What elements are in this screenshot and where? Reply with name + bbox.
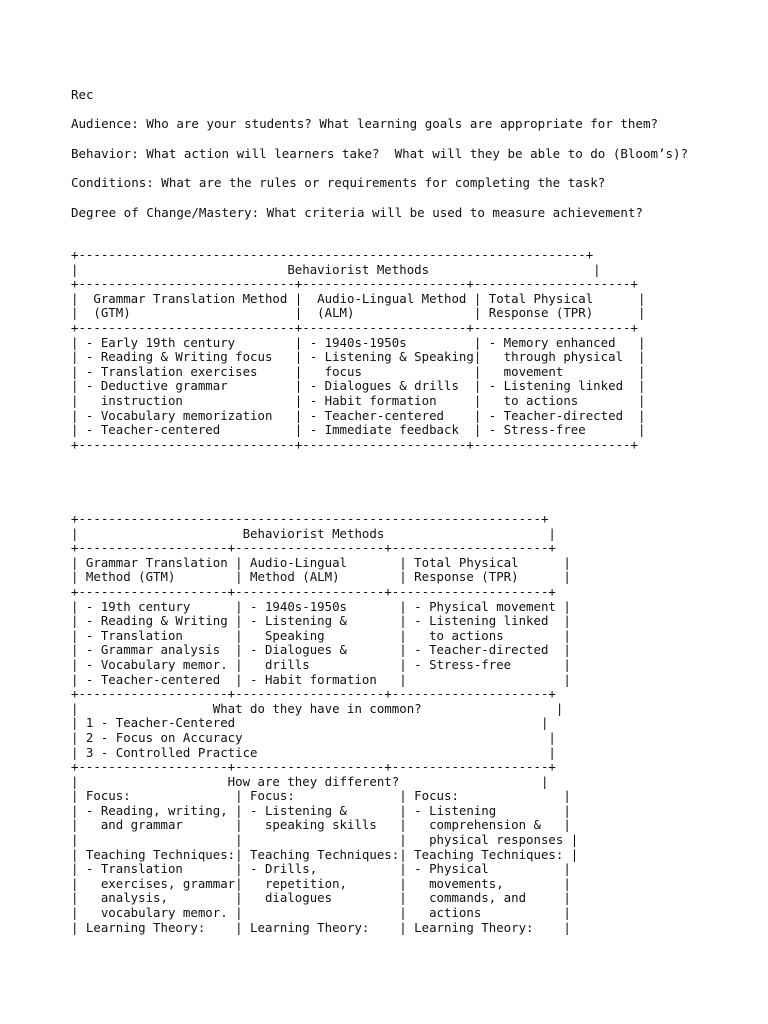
document-heading: Rec xyxy=(71,87,94,102)
prompt-conditions: Conditions: What are the rules or requirements for completing the task? xyxy=(71,175,606,190)
prompt-degree: Degree of Change/Mastery: What criteria will be used to measure achievement? xyxy=(71,205,643,220)
prompt-behavior: Behavior: What action will learners take? What will they be able to do (Bloom’s)? xyxy=(71,146,689,161)
behaviorist-methods-table-1: +--------------------------------------------------------------------+ | Behaviorist Methods | +-----------------------------+----------------------+---------------------+ | Grammar Translation Method | Audio-Lingual Method | Total Physical | | (GTM) | (ALM) | Response (TPR) | +-----------------------------+----------------------+---------------------+ | - Early 19th century | - 1940s-1950s | - Memory enhanced | | - Reading & Writing focus | - Listening & Speaking| through physical | | - Translation exercises | focus | movement | | - Deductive grammar | - Dialogues & drills | - Listening linked | | instruction | - Habit formation | to actions | | - Vocabulary memorization | - Teacher-centered | - Teacher-directed | | - Teacher-centered | - Immediate feedback | - Stress-free | +-----------------------------+----------------------+---------------------+ xyxy=(71,247,646,452)
behaviorist-methods-table-2: +--------------------------------------------------------------+ | Behaviorist Methods | +--------------------+--------------------+---------------------+ | Grammar Translation | Audio-Lingual | Total Physical | | Method (GTM) | Method (ALM) | Response (TPR) | +--------------------+--------------------+---------------------+ | - 19th century | - 1940s-1950s | - Physical movement | | - Reading & Writing | - Listening & | - Listening linked | | - Translation | Speaking | to actions | | - Grammar analysis | - Dialogues & | - Teacher-directed | | - Vocabulary memor. | drills | - Stress-free | | - Teacher-centered | - Habit formation | | +--------------------+--------------------+---------------------+ | What do they have in common? | | 1 - Teacher-Centered | | 2 - Focus on Accuracy | | 3 - Controlled Practice | +--------------------+--------------------+---------------------+ | How are they different? | | Focus: | Focus: | Focus: | | - Reading, writing, | - Listening & | - Listening | | and grammar | speaking skills | comprehension & | | | | physical responses | | Teaching Techniques:| Teaching Techniques:| Teaching Techniques: | | - Translation | - Drills, | - Physical | | exercises, grammar| repetition, | movements, | | analysis, | dialogues | commands, and | | vocabulary memor. | | actions | | Learning Theory: | Learning Theory: | Learning Theory: | xyxy=(71,511,579,935)
prompt-audience: Audience: Who are your students? What learning goals are appropriate for them? xyxy=(71,116,658,131)
